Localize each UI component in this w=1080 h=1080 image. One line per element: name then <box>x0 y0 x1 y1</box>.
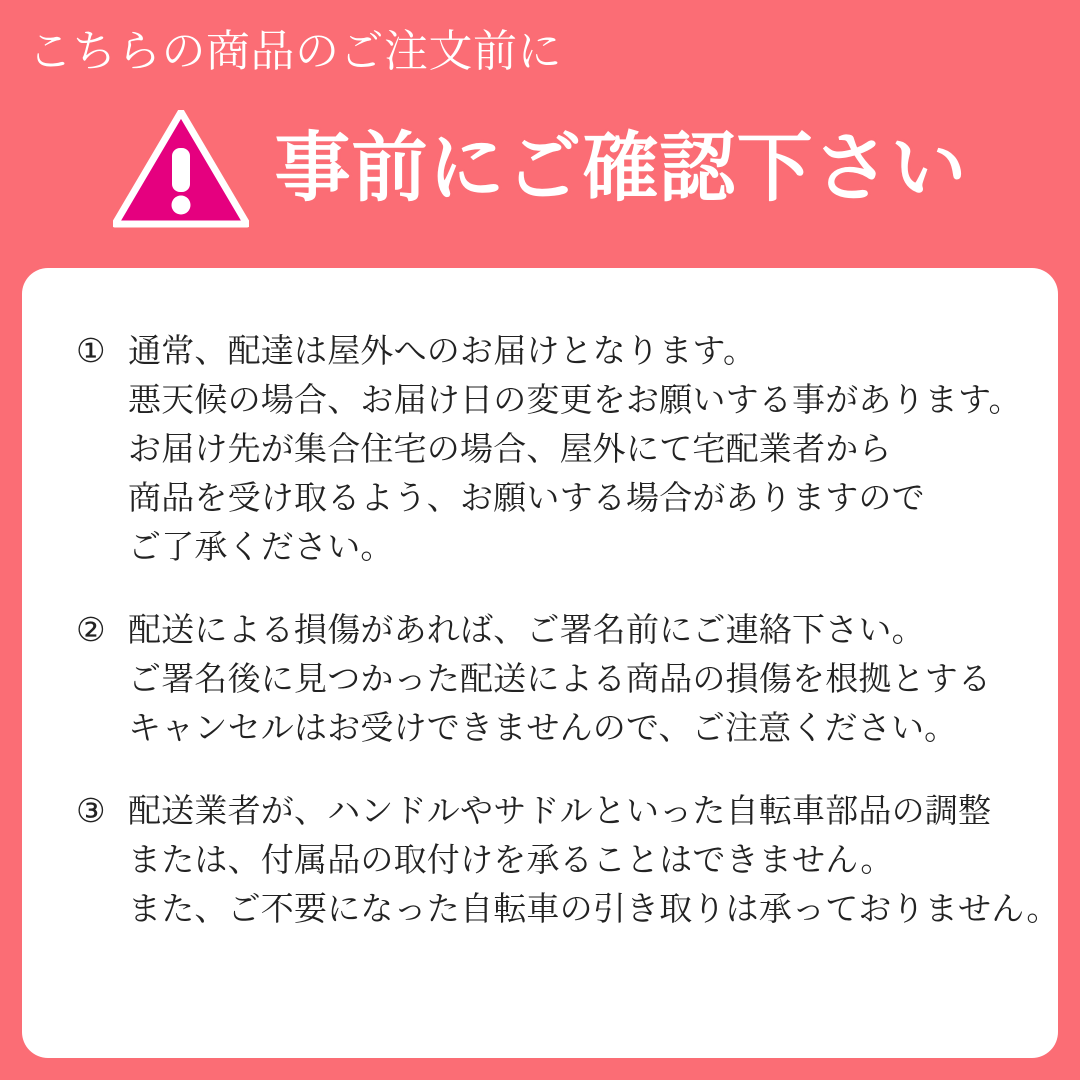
notice-line: ご署名後に見つかった配送による商品の損傷を根拠とする <box>128 660 992 697</box>
notice-card <box>22 268 1058 1058</box>
notice-text: 配送による損傷があれば、ご署名前にご連絡下さい。 <box>128 611 925 648</box>
warning-triangle-icon <box>113 110 249 228</box>
notice-line: 商品を受け取るよう、お願いする場合がありますので <box>128 479 925 516</box>
notice-number: ③ <box>76 792 106 829</box>
notice-line: または、付属品の取付けを承ることはできません。 <box>128 841 894 878</box>
notice-item <box>76 605 1004 752</box>
notice-text: 通常、配達は屋外へのお届けとなります。 <box>128 332 757 369</box>
page-kicker: こちらの商品のご注文前に <box>28 27 562 76</box>
notice-number: ① <box>76 332 106 369</box>
headline-row <box>0 110 1080 228</box>
notice-line: キャンセルはお受けできませんので、ご注意ください。 <box>128 709 958 746</box>
page-title: 事前にご確認下さい <box>274 126 968 211</box>
notice-item <box>76 326 1022 571</box>
notice-number: ② <box>76 611 106 648</box>
notice-line <box>76 786 1004 835</box>
notice-line <box>76 605 1004 654</box>
notice-line <box>76 326 1004 375</box>
notice-item <box>76 786 1060 933</box>
notice-text: 配送業者が、ハンドルやサドルといった自転車部品の調整 <box>128 792 992 829</box>
notice-line: お届け先が集合住宅の場合、屋外にて宅配業者から <box>128 430 892 467</box>
notice-line: また、ご不要になった自転車の引き取りは承っておりません。 <box>128 890 1060 927</box>
notice-line: ご了承ください。 <box>128 528 394 565</box>
notice-line: 悪天候の場合、お届け日の変更をお願いする事があります。 <box>128 381 1022 418</box>
